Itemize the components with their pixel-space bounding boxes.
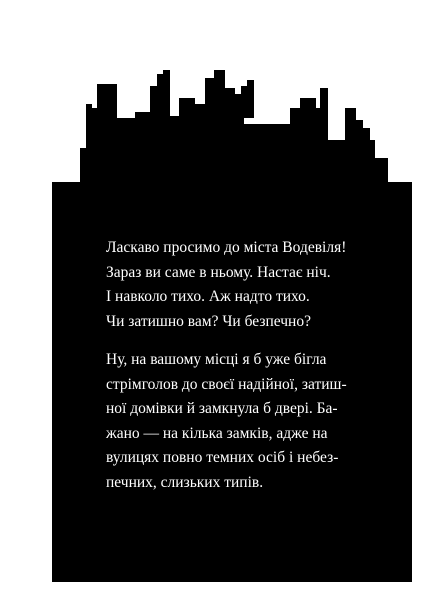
text-line: печних, слизьких типів. [106,473,264,491]
text-line: Ну, на вашому місці я б уже бігла [106,351,327,368]
paragraph-warning [106,348,386,495]
text-line: Зараз ви саме в ньому. Настає ніч. [106,263,331,281]
story-text [106,236,386,509]
paragraph-welcome [106,236,386,334]
text-line: І навколо тихо. Аж надто тихо. [106,288,310,305]
text-line: ної домівки й замкнула б двері. Ба- [106,400,338,417]
text-line: вулицях повно темних осіб і небез- [106,449,339,466]
text-line: Ласкаво просимо до міста Водевіля! [106,239,347,256]
text-line: жано — на кілька замків, адже на [106,424,328,442]
text-line: Чи затишно вам? Чи безпечно? [106,312,311,330]
text-line: стрімголов до своєї надійної, затиш- [106,375,347,393]
